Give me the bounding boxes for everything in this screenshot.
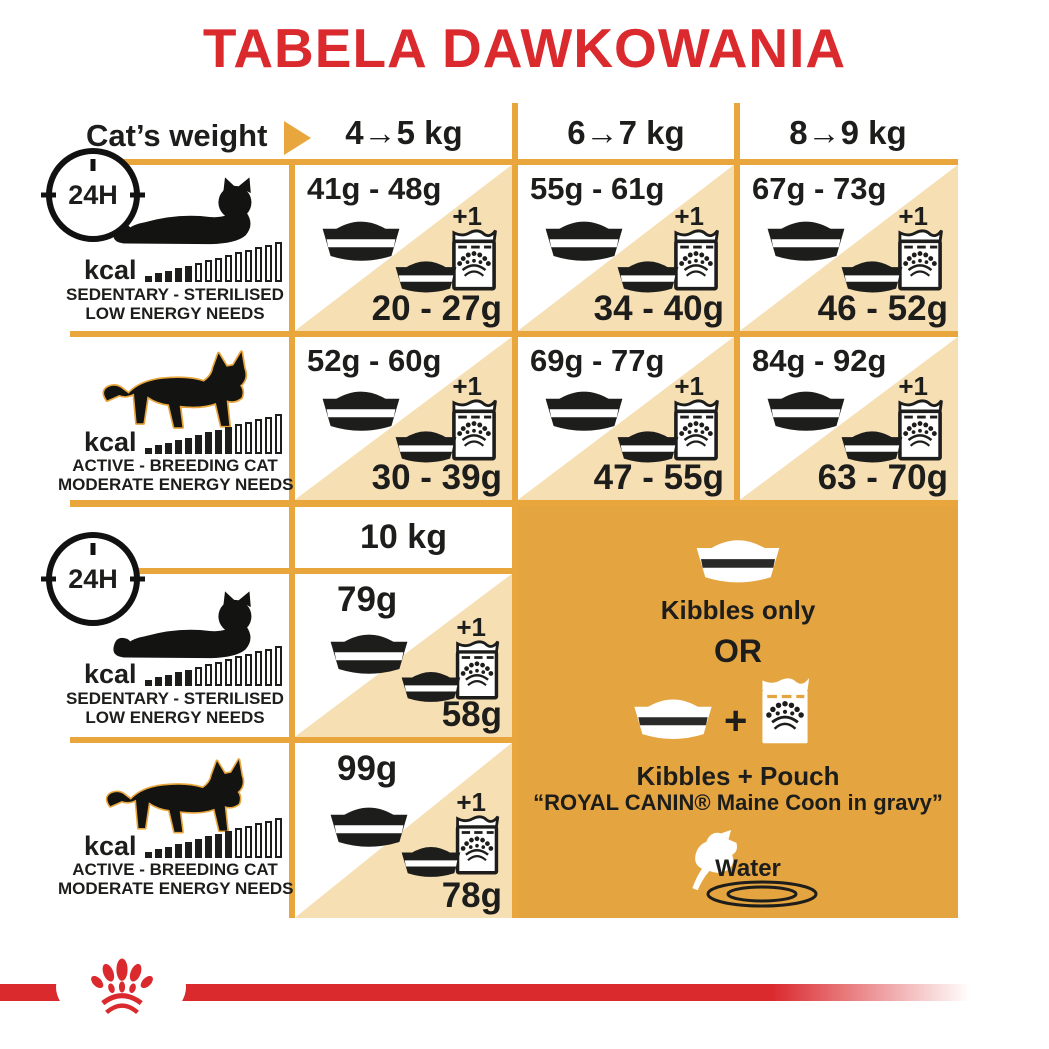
weight-col-6-7: 6→7 kg — [567, 114, 685, 151]
kcal-meter — [84, 236, 282, 285]
clock-label: 24H — [68, 179, 118, 210]
or-label: OR — [714, 633, 762, 669]
plus-one-label: +1 — [898, 201, 928, 231]
cats-weight-label: Cat’s weight — [86, 118, 268, 153]
kcal-meter — [84, 812, 282, 861]
kibbles-amount: 67g - 73g — [752, 171, 887, 206]
weight-col-4-5: 4→5 kg — [345, 114, 463, 151]
plus-one-label: +1 — [674, 371, 704, 401]
profile-line2: MODERATE ENERGY NEEDS — [58, 475, 294, 494]
kcal-meter — [84, 408, 282, 457]
cell-sedentary-4-5kg — [295, 165, 512, 331]
mixed-amount: 47 - 55g — [593, 458, 724, 497]
weight-col-10kg: 10 kg — [360, 518, 447, 556]
clock-tick — [41, 577, 56, 582]
profile-line2: LOW ENERGY NEEDS — [85, 708, 265, 727]
plus-sign: + — [724, 699, 748, 743]
energy-bars — [145, 646, 282, 686]
kibbles-amount: 84g - 92g — [752, 343, 887, 378]
page-title: TABELA DAWKOWANIA — [202, 17, 847, 79]
mixed-amount: 20 - 27g — [371, 289, 502, 328]
energy-bars — [145, 414, 282, 454]
cell-sedentary-6-7kg — [518, 165, 734, 331]
plus-one-label: +1 — [456, 787, 486, 817]
kcal-label: kcal — [84, 255, 137, 285]
bowl-icon — [624, 689, 722, 747]
profile-line1: SEDENTARY - STERILISED — [66, 689, 284, 708]
profile-line2: MODERATE ENERGY NEEDS — [58, 879, 294, 898]
mixed-amount: 78g — [441, 876, 502, 915]
cell-sedentary-8-9kg — [740, 165, 958, 331]
clock-tick — [130, 577, 145, 582]
profile-line1: SEDENTARY - STERILISED — [66, 285, 284, 304]
royal-canin-crown-logo — [70, 956, 174, 1018]
plus-one-label: +1 — [452, 371, 482, 401]
kibbles-pouch-label: Kibbles + Pouch — [636, 761, 840, 791]
cell-active-8-9kg — [740, 337, 958, 500]
plus-one-label: +1 — [674, 201, 704, 231]
kibbles-amount: 69g - 77g — [530, 343, 665, 378]
feeding-legend-box — [518, 507, 958, 918]
cell-active-6-7kg — [518, 337, 734, 500]
kcal-label: kcal — [84, 831, 137, 861]
kibbles-only-label: Kibbles only — [660, 595, 816, 625]
clock-tick — [41, 193, 56, 198]
clock-tick — [130, 193, 145, 198]
mixed-amount: 34 - 40g — [593, 289, 724, 328]
clock-label: 24H — [68, 563, 118, 594]
mixed-amount: 46 - 52g — [817, 289, 948, 328]
pouch-product-name: “ROYAL CANIN® Maine Coon in gravy” — [533, 790, 943, 815]
bowl-icon — [686, 529, 790, 591]
mixed-amount: 63 - 70g — [817, 458, 948, 497]
mixed-amount: 30 - 39g — [371, 458, 502, 497]
cell-active-4-5kg — [295, 337, 512, 500]
24h-clock-icon — [46, 532, 140, 626]
profile-line2: LOW ENERGY NEEDS — [85, 304, 265, 323]
water-label: Water — [715, 855, 781, 882]
energy-bars — [145, 242, 282, 282]
weight-col-8-9: 8→9 kg — [789, 114, 907, 151]
plus-one-label: +1 — [452, 201, 482, 231]
kcal-label: kcal — [84, 659, 137, 689]
cell-sedentary-10kg — [295, 574, 512, 737]
clock-tick — [91, 543, 96, 555]
mixed-amount: 58g — [441, 695, 502, 734]
energy-bars — [145, 818, 282, 858]
pouch-icon — [756, 673, 814, 749]
plus-one-label: +1 — [456, 612, 486, 642]
24h-clock-icon — [46, 148, 140, 242]
clock-tick — [91, 159, 96, 171]
cell-active-10kg — [295, 743, 512, 918]
kibbles-amount: 52g - 60g — [307, 343, 442, 378]
kibbles-amount: 41g - 48g — [307, 171, 442, 206]
plus-one-label: +1 — [898, 371, 928, 401]
kcal-meter — [84, 640, 282, 689]
kibbles-amount: 79g — [337, 580, 398, 619]
cell-10kg-header — [295, 507, 512, 568]
kcal-label: kcal — [84, 427, 137, 457]
profile-line1: ACTIVE - BREEDING CAT — [72, 860, 278, 879]
kibbles-amount: 99g — [337, 749, 398, 788]
profile-line1: ACTIVE - BREEDING CAT — [72, 456, 278, 475]
kibbles-amount: 55g - 61g — [530, 171, 665, 206]
